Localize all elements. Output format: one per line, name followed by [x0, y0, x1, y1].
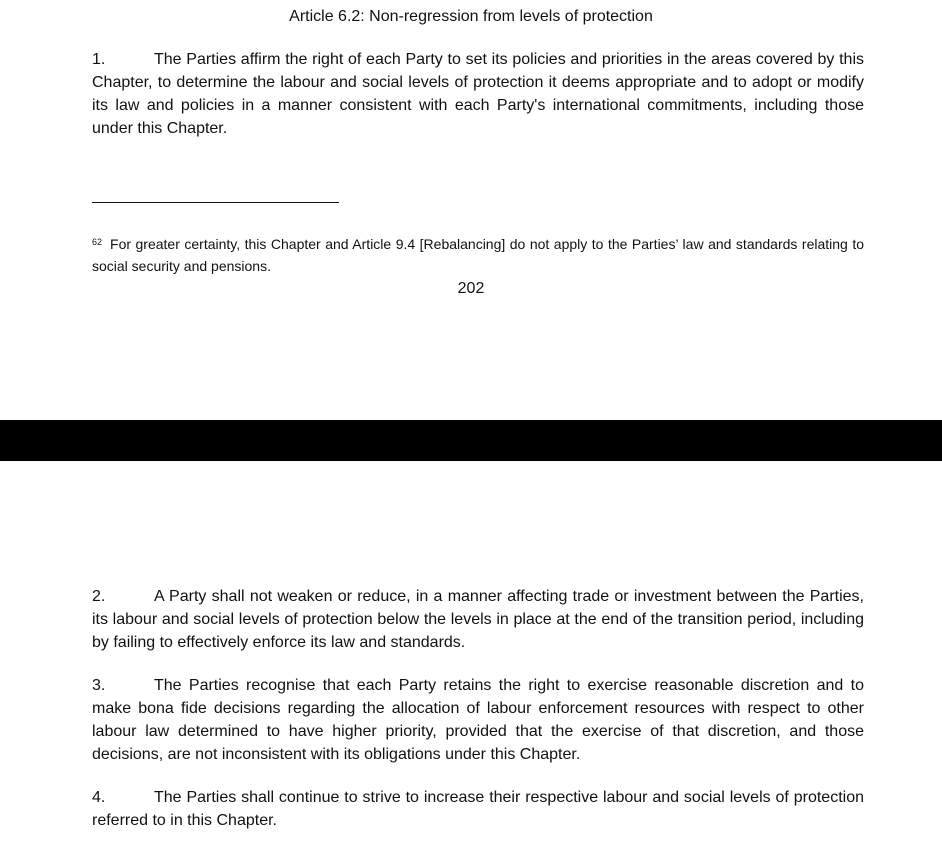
footnote-separator: [92, 202, 339, 203]
page-gap-black-bar: [0, 420, 942, 461]
footnote-text: For greater certainty, this Chapter and Article 9.4 [Rebalancing] do not apply to the Parties’ law and standards relating to social security and pensions.: [92, 236, 864, 274]
paragraph-text: The Parties affirm the right of each Party to set its policies and priorities in the areas covered by this Chapter, to determine the labour and social levels of protection it deems appropriate and to adopt or modify its law and policies in a manner consistent with each Party's international commitments, including those under this Chapter.: [92, 51, 864, 137]
footnote-mark: 62: [92, 237, 103, 247]
paragraph-3: [92, 674, 864, 766]
article-title: Article 6.2: Non-regression from levels of protection: [289, 8, 653, 25]
footnote: [92, 233, 864, 277]
paragraph-2: [92, 585, 864, 654]
paragraph-text: The Parties recognise that each Party retains the right to exercise reasonable discretion and to make bona fide decisions regarding the allocation of labour enforcement resources with respect to other labour law determined to have higher priority, provided that the exercise of that discretion, and those decisions, are not inconsistent with its obligations under this Chapter.: [92, 677, 864, 763]
paragraph-number: 2.: [92, 588, 106, 605]
document-page-bottom: [0, 461, 942, 842]
paragraph-number: 4.: [92, 789, 106, 806]
page-number: 202: [457, 280, 485, 297]
paragraph-4: [92, 786, 864, 832]
paragraph-text: The Parties shall continue to strive to increase their respective labour and social levels of protection referred to in this Chapter.: [92, 789, 864, 829]
paragraph-number: 3.: [92, 677, 106, 694]
document-page-top: [0, 0, 942, 420]
paragraph-1: [92, 48, 864, 140]
paragraph-number: 1.: [92, 51, 106, 68]
paragraph-text: A Party shall not weaken or reduce, in a manner affecting trade or investment between the Parties, its labour and social levels of protection below the levels in place at the end of the transition period, including by failing to effectively enforce its law and standards.: [92, 588, 864, 651]
